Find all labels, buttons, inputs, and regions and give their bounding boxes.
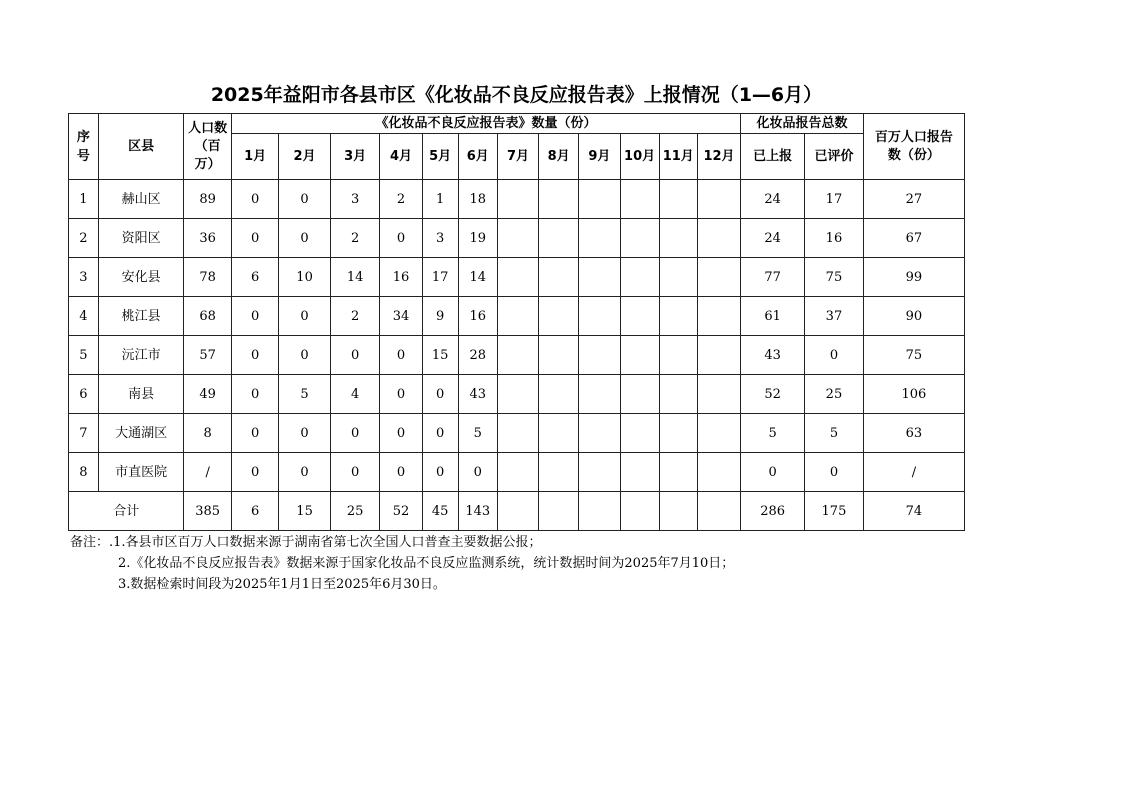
row-month-9	[579, 297, 620, 336]
report-title: 2025年益阳市各县市区《化妆品不良反应报告表》上报情况（1—6月）	[210, 84, 823, 106]
row-evaluated: 17	[805, 180, 864, 219]
row-month-12	[697, 336, 740, 375]
row-population: 68	[184, 297, 231, 336]
row-evaluated: 16	[805, 219, 864, 258]
row-evaluated: 25	[805, 375, 864, 414]
row-evaluated: 0	[805, 336, 864, 375]
row-month-12	[697, 453, 740, 492]
row-month-1: 0	[231, 453, 278, 492]
row-per-million: 106	[863, 375, 964, 414]
table-row	[69, 453, 965, 492]
table-row	[69, 258, 965, 297]
notes-label: 备注：	[70, 535, 110, 550]
header-month-1: 1月	[231, 134, 278, 180]
header-month-8: 8月	[539, 134, 579, 180]
row-month-7	[497, 297, 538, 336]
table-row	[69, 336, 965, 375]
row-month-8	[539, 297, 579, 336]
row-month-10	[620, 219, 659, 258]
row-month-9	[579, 219, 620, 258]
row-reported: 61	[741, 297, 805, 336]
row-month-6: 19	[458, 219, 497, 258]
row-seq: 4	[69, 297, 99, 336]
row-district: 安化县	[98, 258, 184, 297]
notes	[70, 532, 734, 595]
total-month-1: 6	[231, 492, 278, 531]
row-population: /	[184, 453, 231, 492]
row-month-4: 0	[380, 414, 422, 453]
row-per-million: 67	[863, 219, 964, 258]
row-seq: 1	[69, 180, 99, 219]
row-evaluated: 0	[805, 453, 864, 492]
row-month-1: 0	[231, 297, 278, 336]
total-month-7	[497, 492, 538, 531]
row-district: 沅江市	[98, 336, 184, 375]
row-population: 57	[184, 336, 231, 375]
row-month-3: 0	[330, 453, 379, 492]
total-month-8	[539, 492, 579, 531]
row-month-10	[620, 336, 659, 375]
row-month-5: 0	[422, 375, 458, 414]
total-population: 385	[184, 492, 231, 531]
row-seq: 2	[69, 219, 99, 258]
row-per-million: 99	[863, 258, 964, 297]
total-reported: 286	[741, 492, 805, 531]
total-month-11	[659, 492, 697, 531]
row-month-5: 0	[422, 414, 458, 453]
report-table	[68, 113, 965, 531]
table-row	[69, 180, 965, 219]
row-month-4: 2	[380, 180, 422, 219]
row-month-12	[697, 258, 740, 297]
header-per-million: 百万人口报告数（份）	[863, 114, 964, 180]
row-month-4: 0	[380, 375, 422, 414]
row-reported: 52	[741, 375, 805, 414]
row-month-11	[659, 336, 697, 375]
row-month-10	[620, 180, 659, 219]
note-line-2: 2.《化妆品不良反应报告表》数据来源于国家化妆品不良反应监测系统，统计数据时间为2025年7月10日；	[118, 556, 735, 571]
row-month-3: 2	[330, 219, 379, 258]
row-month-12	[697, 414, 740, 453]
row-month-11	[659, 180, 697, 219]
row-month-1: 0	[231, 414, 278, 453]
row-month-9	[579, 453, 620, 492]
row-per-million: /	[863, 453, 964, 492]
row-month-1: 6	[231, 258, 278, 297]
row-month-3: 4	[330, 375, 379, 414]
row-district: 桃江县	[98, 297, 184, 336]
table-body	[69, 180, 965, 531]
row-month-7	[497, 180, 538, 219]
row-month-1: 0	[231, 375, 278, 414]
row-month-9	[579, 180, 620, 219]
row-month-4: 0	[380, 336, 422, 375]
total-month-6: 143	[458, 492, 497, 531]
row-month-9	[579, 375, 620, 414]
row-district: 资阳区	[98, 219, 184, 258]
row-month-5: 9	[422, 297, 458, 336]
row-month-1: 0	[231, 219, 278, 258]
row-district: 南县	[98, 375, 184, 414]
row-month-7	[497, 453, 538, 492]
total-per-million: 74	[863, 492, 964, 531]
row-district: 赫山区	[98, 180, 184, 219]
row-month-10	[620, 375, 659, 414]
row-seq: 6	[69, 375, 99, 414]
total-month-5: 45	[422, 492, 458, 531]
row-month-5: 3	[422, 219, 458, 258]
row-month-1: 0	[231, 180, 278, 219]
header-month-12: 12月	[697, 134, 740, 180]
row-month-3: 14	[330, 258, 379, 297]
row-per-million: 63	[863, 414, 964, 453]
row-month-11	[659, 219, 697, 258]
row-month-7	[497, 375, 538, 414]
header-month-5: 5月	[422, 134, 458, 180]
table-row	[69, 297, 965, 336]
row-reported: 77	[741, 258, 805, 297]
row-month-12	[697, 375, 740, 414]
row-evaluated: 5	[805, 414, 864, 453]
row-month-4: 0	[380, 219, 422, 258]
row-month-9	[579, 258, 620, 297]
row-district: 市直医院	[98, 453, 184, 492]
row-population: 49	[184, 375, 231, 414]
row-month-3: 3	[330, 180, 379, 219]
row-seq: 7	[69, 414, 99, 453]
table-row	[69, 414, 965, 453]
row-month-7	[497, 219, 538, 258]
row-month-8	[539, 258, 579, 297]
row-month-6: 0	[458, 453, 497, 492]
header-month-6: 6月	[458, 134, 497, 180]
row-month-11	[659, 375, 697, 414]
row-month-10	[620, 414, 659, 453]
row-month-8	[539, 336, 579, 375]
total-month-12	[697, 492, 740, 531]
total-month-3: 25	[330, 492, 379, 531]
row-month-2: 0	[279, 219, 331, 258]
row-month-5: 17	[422, 258, 458, 297]
row-month-9	[579, 336, 620, 375]
row-month-3: 2	[330, 297, 379, 336]
row-population: 36	[184, 219, 231, 258]
row-population: 89	[184, 180, 231, 219]
header-month-10: 10月	[620, 134, 659, 180]
row-month-4: 34	[380, 297, 422, 336]
header-month-9: 9月	[579, 134, 620, 180]
total-evaluated: 175	[805, 492, 864, 531]
row-month-2: 10	[279, 258, 331, 297]
row-month-8	[539, 180, 579, 219]
row-reported: 0	[741, 453, 805, 492]
row-evaluated: 37	[805, 297, 864, 336]
row-month-8	[539, 453, 579, 492]
row-month-5: 1	[422, 180, 458, 219]
row-month-5: 15	[422, 336, 458, 375]
row-evaluated: 75	[805, 258, 864, 297]
total-month-10	[620, 492, 659, 531]
row-reported: 43	[741, 336, 805, 375]
row-month-6: 43	[458, 375, 497, 414]
row-month-6: 14	[458, 258, 497, 297]
row-month-7	[497, 336, 538, 375]
row-month-2: 0	[279, 180, 331, 219]
row-seq: 8	[69, 453, 99, 492]
row-month-10	[620, 258, 659, 297]
header-month-4: 4月	[380, 134, 422, 180]
header-seq: 序号	[69, 114, 99, 180]
row-month-8	[539, 375, 579, 414]
row-month-5: 0	[422, 453, 458, 492]
header-month-3: 3月	[330, 134, 379, 180]
row-population: 8	[184, 414, 231, 453]
note-line-1: 备注：.1.各县市区百万人口数据来源于湖南省第七次全国人口普查主要数据公报；	[70, 535, 542, 550]
row-month-6: 18	[458, 180, 497, 219]
header-evaluated: 已评价	[805, 134, 864, 180]
header-reported: 已上报	[741, 134, 805, 180]
row-month-6: 16	[458, 297, 497, 336]
row-month-3: 0	[330, 414, 379, 453]
row-month-1: 0	[231, 336, 278, 375]
row-month-12	[697, 180, 740, 219]
row-per-million: 75	[863, 336, 964, 375]
table-row	[69, 219, 965, 258]
row-reported: 24	[741, 219, 805, 258]
total-month-4: 52	[380, 492, 422, 531]
row-month-11	[659, 453, 697, 492]
total-month-2: 15	[279, 492, 331, 531]
header-total-group: 化妆品报告总数	[741, 114, 864, 134]
row-month-11	[659, 297, 697, 336]
header-population: 人口数（百万）	[184, 114, 231, 180]
row-reported: 5	[741, 414, 805, 453]
row-month-8	[539, 414, 579, 453]
row-month-3: 0	[330, 336, 379, 375]
row-month-12	[697, 219, 740, 258]
row-month-10	[620, 297, 659, 336]
row-per-million: 90	[863, 297, 964, 336]
row-month-6: 28	[458, 336, 497, 375]
header-month-11: 11月	[659, 134, 697, 180]
row-month-6: 5	[458, 414, 497, 453]
row-month-2: 0	[279, 453, 331, 492]
row-per-million: 27	[863, 180, 964, 219]
row-month-7	[497, 258, 538, 297]
header-monthly-group: 《化妆品不良反应报告表》数量（份）	[231, 114, 740, 134]
row-month-10	[620, 453, 659, 492]
row-reported: 24	[741, 180, 805, 219]
table-row	[69, 375, 965, 414]
row-seq: 5	[69, 336, 99, 375]
row-month-8	[539, 219, 579, 258]
note-line-3: 3.数据检索时间段为2025年1月1日至2025年6月30日。	[118, 577, 446, 592]
header-district: 区县	[98, 114, 184, 180]
row-month-4: 0	[380, 453, 422, 492]
header-month-2: 2月	[279, 134, 331, 180]
row-month-9	[579, 414, 620, 453]
total-label: 合计	[69, 492, 184, 531]
row-district: 大通湖区	[98, 414, 184, 453]
row-population: 78	[184, 258, 231, 297]
header-month-7: 7月	[497, 134, 538, 180]
row-month-7	[497, 414, 538, 453]
total-row	[69, 492, 965, 531]
row-month-4: 16	[380, 258, 422, 297]
row-month-2: 0	[279, 336, 331, 375]
total-month-9	[579, 492, 620, 531]
row-month-2: 0	[279, 414, 331, 453]
row-month-2: 0	[279, 297, 331, 336]
row-month-2: 5	[279, 375, 331, 414]
row-month-12	[697, 297, 740, 336]
row-seq: 3	[69, 258, 99, 297]
row-month-11	[659, 258, 697, 297]
row-month-11	[659, 414, 697, 453]
